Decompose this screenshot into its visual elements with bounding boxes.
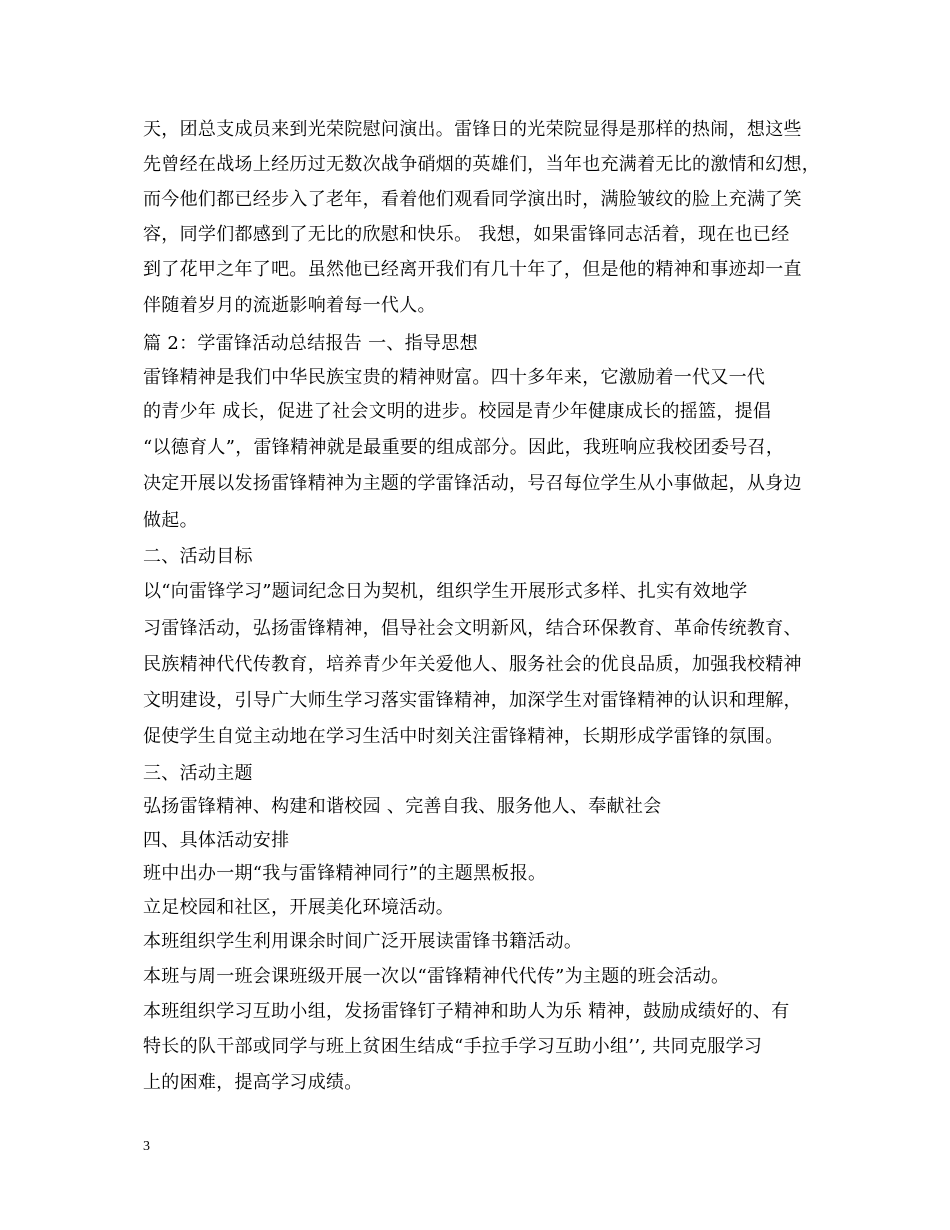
subsection-heading: 二、活动目标 [143,546,253,567]
subsection-heading: 四、具体活动安排 [143,830,290,851]
page-number: 3 [143,1139,150,1154]
text-line: 先曾经在战场上经历过无数次战争硝烟的英雄们，当年也充满着无比的激情和幻想， [143,154,821,175]
text-line: 特长的队干部或同学与班上贫困生结成“手拉手学习互助小组’’, 共同克服学习 [143,1036,763,1057]
text-line: 雷锋精神是我们中华民族宝贵的精神财富。四十多年来，它激励着一代又一代 [143,367,766,388]
text-line: 上的困难，提高学习成绩。 [143,1072,363,1093]
text-line: 本班组织学生利用课余时间广泛开展读雷锋书籍活动。 [143,931,583,952]
text-line: 本班与周一班会课班级开展一次以“雷锋精神代代传”为主题的班会活动。 [143,966,730,987]
subsection-heading: 三、活动主题 [143,763,253,784]
text-line: 弘扬雷锋精神、构建和谐校园 、完善自我、服务他人、奉献社会 [143,796,662,817]
text-line: 伴随着岁月的流逝影响着每一代人。 [143,295,436,316]
section-heading: 篇 2：学雷锋活动总结报告 一、指导思想 [143,333,478,354]
text-line: 到了花甲之年了吧。虽然他已经离开我们有几十年了，但是他的精神和事迹却一直 [143,259,802,280]
text-line: 做起。 [143,510,198,531]
text-line: 以“向雷锋学习”题词纪念日为契机，组织学生开展形式多样、扎实有效地学 [143,581,748,602]
text-line: 习雷锋活动，弘扬雷锋精神，倡导社会文明新风，结合环保教育、革命传统教育、 [143,618,802,639]
text-line: 的青少年 成长，促进了社会文明的进步。校园是青少年健康成长的摇篮，提倡 [143,401,772,422]
text-line: 决定开展以发扬雷锋精神为主题的学雷锋活动，号召每位学生从小事做起，从身边 [143,473,802,494]
text-line: “以德育人”，雷锋精神就是最重要的组成部分。因此，我班响应我校团委号召， [143,437,785,458]
text-line: 文明建设，引导广大师生学习落实雷锋精神，加深学生对雷锋精神的认识和理解， [143,690,802,711]
text-line: 容，同学们都感到了无比的欣慰和快乐。 我想，如果雷锋同志活着，现在也已经 [143,224,790,245]
text-line: 立足校园和社区，开展美化环境活动。 [143,897,455,918]
text-line: 而今他们都已经步入了老年，看着他们观看同学演出时，满脸皱纹的脸上充满了笑 [143,189,802,210]
text-line: 促使学生自觉主动地在学习生活中时刻关注雷锋精神，长期形成学雷锋的氛围。 [143,726,784,747]
text-line: 本班组织学习互助小组，发扬雷锋钉子精神和助人为乐 精神，鼓励成绩好的、有 [143,1001,790,1022]
text-line: 班中出办一期“我与雷锋精神同行”的主题黑板报。 [143,863,547,884]
text-line: 民族精神代代传教育，培养青少年关爱他人、服务社会的优良品质，加强我校精神 [143,654,802,675]
text-line: 天，团总支成员来到光荣院慰问演出。雷锋日的光荣院显得是那样的热闹，想这些 [143,119,802,140]
